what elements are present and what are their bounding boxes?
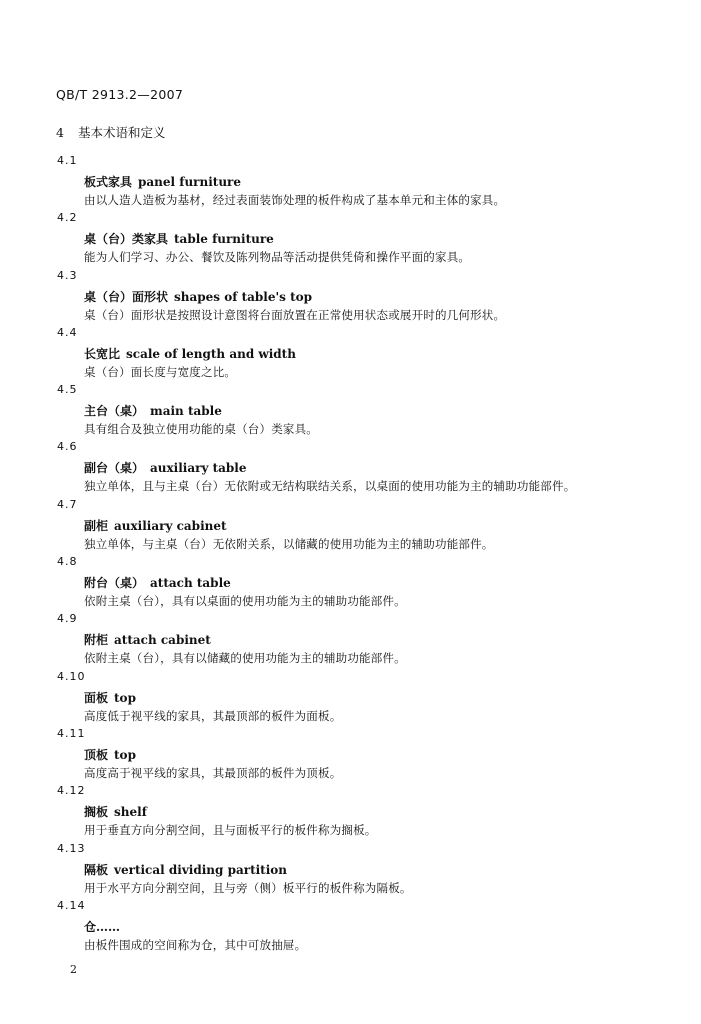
term-definition: 用于垂直方向分割空间，且与面板平行的板件称为搁板。 [84, 823, 377, 838]
term-title [84, 345, 296, 362]
term-entry [0, 326, 701, 383]
term-number: 4.3 [57, 268, 78, 282]
term-entry [0, 269, 701, 326]
section-number: 4 [56, 125, 64, 140]
term-zh: 副台（桌） [84, 461, 145, 476]
term-zh: 主台（桌） [84, 404, 145, 419]
term-entry [0, 612, 701, 669]
page-number: 2 [70, 963, 77, 976]
term-definition: 高度高于视平线的家具，其最顶部的板件为顶板。 [84, 765, 342, 780]
section-title: 基本术语和定义 [78, 125, 166, 140]
term-entry [0, 555, 701, 612]
term-definition: 独立单体，与主桌（台）无依附关系，以储藏的使用功能为主的辅助功能部件。 [84, 536, 494, 551]
term-title [84, 918, 126, 935]
term-definition: 用于水平方向分割空间，且与旁（侧）板平行的板件称为隔板。 [84, 880, 412, 895]
term-entry [0, 440, 701, 497]
term-number: 4.4 [57, 325, 78, 339]
term-definition: 依附主桌（台），具有以储藏的使用功能为主的辅助功能部件。 [84, 651, 406, 666]
term-zh: 面板 [84, 690, 109, 705]
term-en: top [114, 747, 136, 762]
term-definition: 依附主桌（台），具有以桌面的使用功能为主的辅助功能部件。 [84, 594, 406, 609]
term-number: 4.11 [57, 726, 86, 740]
term-number: 4.1 [57, 154, 78, 167]
term-title [84, 230, 274, 247]
term-entry [0, 670, 701, 727]
term-definition: 能为人们学习、办公、餐饮及陈列物品等活动提供凭倚和操作平面的家具。 [84, 250, 471, 265]
term-title [84, 861, 287, 878]
term-number: 4.9 [57, 612, 78, 626]
term-en: top [114, 690, 136, 705]
term-number: 4.10 [57, 669, 86, 683]
term-en: shapes of table's top [174, 289, 313, 304]
term-zh: 附柜 [84, 633, 109, 648]
term-definition: 具有组合及独立使用功能的桌（台）类家具。 [84, 422, 318, 437]
term-entry [0, 211, 701, 268]
term-title [84, 631, 211, 648]
term-zh: 仓…… [84, 919, 121, 934]
term-definition: 由板件围成的空间称为仓，其中可放抽屉。 [84, 937, 307, 952]
term-zh: 副柜 [84, 518, 109, 533]
term-definition: 桌（台）面形状是按照设计意图将台面放置在正常使用状态或展开时的几何形状。 [84, 307, 506, 322]
term-en: auxiliary cabinet [114, 518, 227, 533]
term-en: main table [150, 404, 222, 419]
term-number: 4.13 [57, 841, 86, 855]
term-title [84, 803, 147, 820]
standard-number: QB/T 2913.2—2007 [56, 87, 184, 102]
term-en: shelf [114, 805, 147, 820]
term-zh: 搁板 [84, 805, 109, 820]
term-number: 4.5 [57, 383, 78, 397]
term-title [84, 746, 136, 763]
term-entry [0, 899, 701, 956]
term-title [84, 574, 231, 591]
term-title [84, 459, 247, 476]
term-number: 4.7 [57, 497, 78, 511]
term-zh: 桌（台）面形状 [84, 289, 169, 304]
term-entry [0, 842, 701, 899]
term-en: attach cabinet [114, 633, 211, 648]
term-en: panel furniture [138, 175, 241, 189]
term-number: 4.2 [57, 211, 78, 225]
term-title [84, 402, 222, 419]
term-number: 4.14 [57, 898, 86, 912]
term-title [84, 689, 136, 706]
term-definition: 高度低于视平线的家具，其最顶部的板件为面板。 [84, 708, 342, 723]
term-en: table furniture [174, 232, 274, 247]
term-en: scale of length and width [126, 346, 296, 361]
term-entry [0, 727, 701, 784]
term-zh: 顶板 [84, 747, 109, 762]
term-entry [0, 498, 701, 555]
section-heading [56, 123, 166, 141]
term-title [84, 173, 241, 190]
term-entry [0, 154, 701, 211]
term-entry [0, 383, 701, 440]
term-number: 4.8 [57, 555, 78, 569]
term-zh: 桌（台）类家具 [84, 232, 169, 247]
term-en: auxiliary table [150, 461, 247, 476]
term-en: attach table [150, 576, 231, 591]
term-zh: 长宽比 [84, 346, 121, 361]
term-title [84, 288, 312, 305]
term-definition: 桌（台）面长度与宽度之比。 [84, 364, 237, 379]
term-definition: 独立单体，且与主桌（台）无依附或无结构联结关系，以桌面的使用功能为主的辅助功能部件。 [84, 479, 576, 494]
term-number: 4.6 [57, 440, 78, 454]
term-definition: 由以人造人造板为基材，经过表面装饰处理的板件构成了基本单元和主体的家具。 [84, 193, 506, 207]
term-zh: 板式家具 [84, 175, 133, 189]
term-number: 4.12 [57, 784, 86, 798]
term-en: vertical dividing partition [114, 862, 288, 877]
term-title [84, 517, 227, 534]
term-zh: 附台（桌） [84, 576, 145, 591]
term-zh: 隔板 [84, 862, 109, 877]
term-entry [0, 784, 701, 841]
terms-list [0, 154, 701, 956]
